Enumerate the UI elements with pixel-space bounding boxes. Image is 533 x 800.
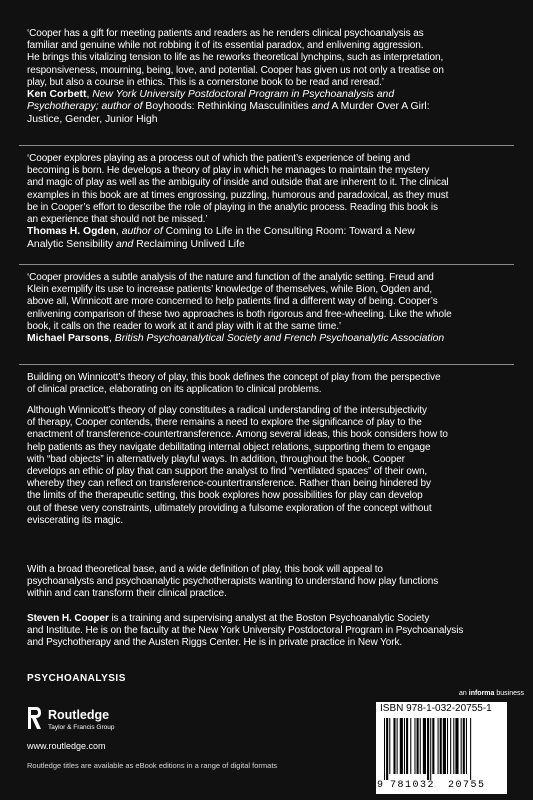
reviewer-work: Reclaiming Unlived Life bbox=[136, 238, 245, 250]
description-para-3 bbox=[27, 564, 507, 601]
quote-line: familiar and genuine while not robbing it of its essential paradox, and enlivening aggression. bbox=[27, 40, 424, 52]
quote-line: play, but also a course in ethics. This is a cornerstone book to be read and reread.’ bbox=[27, 76, 384, 88]
conjunction: and bbox=[115, 238, 134, 250]
isbn-label: ISBN 978-1-032-20755-1 bbox=[380, 703, 492, 714]
quote-line: above all, Winnicott are more concerned to help patients find a different way of being. Cooper’s bbox=[27, 296, 438, 308]
quote-line: Klein exemplify its use to increase patients’ knowledge of themselves, while Bion, Ogden and, bbox=[27, 284, 433, 296]
body-line: whereby they can reflect on transference-countertransference. Rather than being hindered by bbox=[27, 478, 431, 490]
barcode-bar bbox=[447, 718, 448, 774]
review-2-attribution: Thomas H. Ogden, author of Coming to Life in the Consulting Room: Toward a New Analytic Sensibility and Reclaiming Unlived Life bbox=[27, 226, 415, 250]
reviewer-work: Justice, Gender, Junior High bbox=[27, 113, 158, 125]
reviewer-name: Thomas H. Ogden bbox=[27, 226, 116, 238]
quote-line: responsiveness, mourning, being, love, and potential. Cooper has given us not only a treatise on bbox=[27, 64, 444, 76]
reviewer-work: Analytic Sensibility bbox=[27, 238, 114, 250]
barcode-bar bbox=[384, 718, 385, 780]
informa-business bbox=[459, 690, 524, 697]
barcode-bar bbox=[463, 718, 465, 774]
review-1 bbox=[27, 28, 507, 126]
body-line: psychoanalysts and psychoanalytic psychotherapists wanting to understand how play functions bbox=[27, 576, 439, 588]
reviewer-affiliation: British Psychoanalytical Society and French Psychoanalytic Association bbox=[114, 333, 445, 345]
bio-line: and Institute. He is on the faculty at the New York University Postdoctoral Program in Psychoanalysis bbox=[27, 625, 464, 637]
subject-category: PSYCHOANALYSIS bbox=[27, 673, 126, 684]
reviewer-work: Coming to Life in the Consulting Room: Toward a New bbox=[165, 226, 415, 238]
barcode-bar bbox=[414, 718, 415, 774]
reviewer-work: Boyhoods: Rethinking Masculinities bbox=[145, 101, 309, 113]
review-3-quote bbox=[27, 272, 507, 333]
quote-line: examples in this book are at times engrossing, puzzling, humorous and paradoxical, as they must bbox=[27, 189, 449, 201]
review-1-attribution: Ken Corbett, New York University Postdoctoral Program in Psychoanalysis and Psychotherapy; author of Boyhoods: Rethinking Masculinities and A Murder Over A Girl: Justice, Gender, Junior High bbox=[27, 89, 507, 126]
barcode-bar bbox=[404, 718, 405, 774]
barcode-bar bbox=[389, 718, 390, 774]
divider bbox=[19, 364, 514, 365]
barcode-bar bbox=[397, 718, 398, 774]
reviewer-affiliation: New York University Postdoctoral Program in Psychoanalysis and bbox=[92, 89, 395, 101]
quote-line: becoming is born. He develops a theory of play in which he manages to maintain the mystery bbox=[27, 165, 430, 177]
barcode-bar bbox=[453, 718, 454, 774]
barcode-bar bbox=[410, 718, 411, 774]
description-para-1 bbox=[27, 372, 507, 396]
author-name: Steven H. Cooper bbox=[27, 613, 109, 624]
bio-line: and Psychotherapy and the Austen Riggs Center. He is in private practice in New York. bbox=[27, 637, 403, 649]
informa-suffix: business bbox=[496, 690, 525, 697]
body-line: With a broad theoretical base, and a wide definition of play, this book will appeal to bbox=[27, 564, 383, 575]
barcode-bar bbox=[386, 718, 388, 780]
barcode-bar bbox=[430, 718, 431, 780]
reviewer-affiliation: author of bbox=[121, 226, 163, 238]
quote-line: and magic of play as well as the ambiguity of inside and outside that are inherent to it. The clinical bbox=[27, 177, 449, 189]
barcode-bar bbox=[455, 718, 458, 774]
body-line: of clinical practice, elaborating on its application to clinical problems. bbox=[27, 384, 322, 396]
body-line: Although Winnicott’s theory of play constitutes a radical understanding of the intersubjectivity bbox=[27, 405, 427, 416]
body-line: out of these very constraints, ultimately providing a fulsome exploration of the concept without bbox=[27, 502, 432, 514]
barcode-icon bbox=[384, 718, 502, 780]
body-line: within and can transform their clinical practice. bbox=[27, 588, 227, 600]
publisher-url[interactable]: www.routledge.com bbox=[27, 741, 106, 751]
conjunction: and bbox=[311, 101, 330, 113]
publisher-group: Taylor & Francis Group bbox=[48, 724, 115, 731]
review-3-attribution: Michael Parsons, British Psychoanalytical Society and French Psychoanalytic Association bbox=[27, 333, 445, 345]
routledge-logo-icon bbox=[27, 706, 42, 730]
barcode-bar bbox=[406, 718, 408, 774]
bio-line: is a training and supervising analyst at the Boston Psychoanalytic Society bbox=[111, 613, 430, 624]
quote-line: an experience that should not be missed.’ bbox=[27, 214, 208, 226]
body-line: Building on Winnicott’s theory of play, this book defines the concept of play from the perspective bbox=[27, 372, 441, 383]
body-line: the limits of the therapeutic setting, this book explores how possibilities for play can develop bbox=[27, 490, 423, 502]
reviewer-work: A Murder Over A Girl: bbox=[331, 101, 430, 113]
barcode-bar bbox=[417, 718, 419, 774]
barcode-digits-right: 20755 bbox=[448, 780, 486, 791]
barcode-bar bbox=[400, 718, 403, 774]
divider bbox=[19, 145, 514, 146]
divider bbox=[19, 264, 514, 265]
review-2-quote bbox=[27, 153, 507, 226]
quote-line: ‘Cooper provides a subtle analysis of the nature and function of the analytic setting. Freud and bbox=[27, 272, 434, 283]
body-line: of therapy, Cooper contends, there remains a need to explore the significance of play to the bbox=[27, 417, 422, 429]
informa-prefix: an bbox=[459, 690, 467, 697]
body-line: develops an ethic of play that can support the analyst to find “ventilated spaces” of their own, bbox=[27, 466, 428, 478]
barcode-digit-first: 9 bbox=[377, 780, 384, 791]
barcode-bar bbox=[427, 718, 429, 780]
reviewer-affiliation: Psychotherapy; author of bbox=[27, 101, 143, 113]
barcode-bar bbox=[393, 718, 395, 774]
author-bio bbox=[27, 613, 507, 650]
barcode-bar bbox=[443, 718, 446, 774]
barcode-digits-left: 781032 bbox=[390, 780, 436, 791]
body-line: help patients as they navigate debilitating internal object relations, supporting them to engage bbox=[27, 441, 431, 453]
publisher-name: Routledge bbox=[48, 708, 110, 722]
review-1-quote bbox=[27, 28, 507, 89]
reviewer-name: Michael Parsons bbox=[27, 333, 110, 345]
quote-line: He brings this vitalizing tension to life as he reworks theoretical lynchpins, such as interpretation, bbox=[27, 52, 444, 64]
quote-line: ‘Cooper explores playing as a process out of which the patient’s experience of being and bbox=[27, 153, 410, 164]
informa-brand: informa bbox=[468, 690, 495, 697]
barcode-bar bbox=[461, 718, 462, 774]
review-3 bbox=[27, 272, 507, 345]
quote-line: book, it calls on the reader to work at it and play with it at the same time.’ bbox=[27, 320, 342, 332]
barcode-bar bbox=[450, 718, 451, 774]
barcode-bar bbox=[440, 718, 442, 774]
quote-line: be in Cooper’s effort to describe the role of playing in the analytic process. Reading this book is bbox=[27, 201, 438, 213]
body-line: eviscerating its magic. bbox=[27, 514, 124, 526]
barcode-bar bbox=[432, 718, 434, 774]
description-para-2 bbox=[27, 405, 507, 527]
reviewer-name: Ken Corbett bbox=[27, 89, 87, 101]
quote-line: ‘Cooper has a gift for meeting patients and readers as he renders clinical psychoanalysis as bbox=[27, 28, 424, 39]
ebook-note: Routledge titles are available as eBook editions in a range of digital formats bbox=[27, 761, 278, 770]
barcode-bar bbox=[470, 718, 471, 780]
body-line: with “bad objects” in alternatively playful ways. In addition, throughout the book, Cooper bbox=[27, 453, 405, 465]
review-2 bbox=[27, 153, 507, 251]
barcode-bar bbox=[420, 718, 421, 774]
isbn-barcode bbox=[376, 702, 507, 794]
quote-line: enlivening comparison of these two approaches is both rigorous and free-wheeling. Like the whole bbox=[27, 308, 452, 320]
barcode-bar bbox=[466, 718, 467, 774]
barcode-bar bbox=[438, 718, 439, 774]
barcode-bar bbox=[423, 718, 426, 774]
body-line: enactment of transference-countertransference. Among several ideas, this book considers how to bbox=[27, 429, 448, 441]
